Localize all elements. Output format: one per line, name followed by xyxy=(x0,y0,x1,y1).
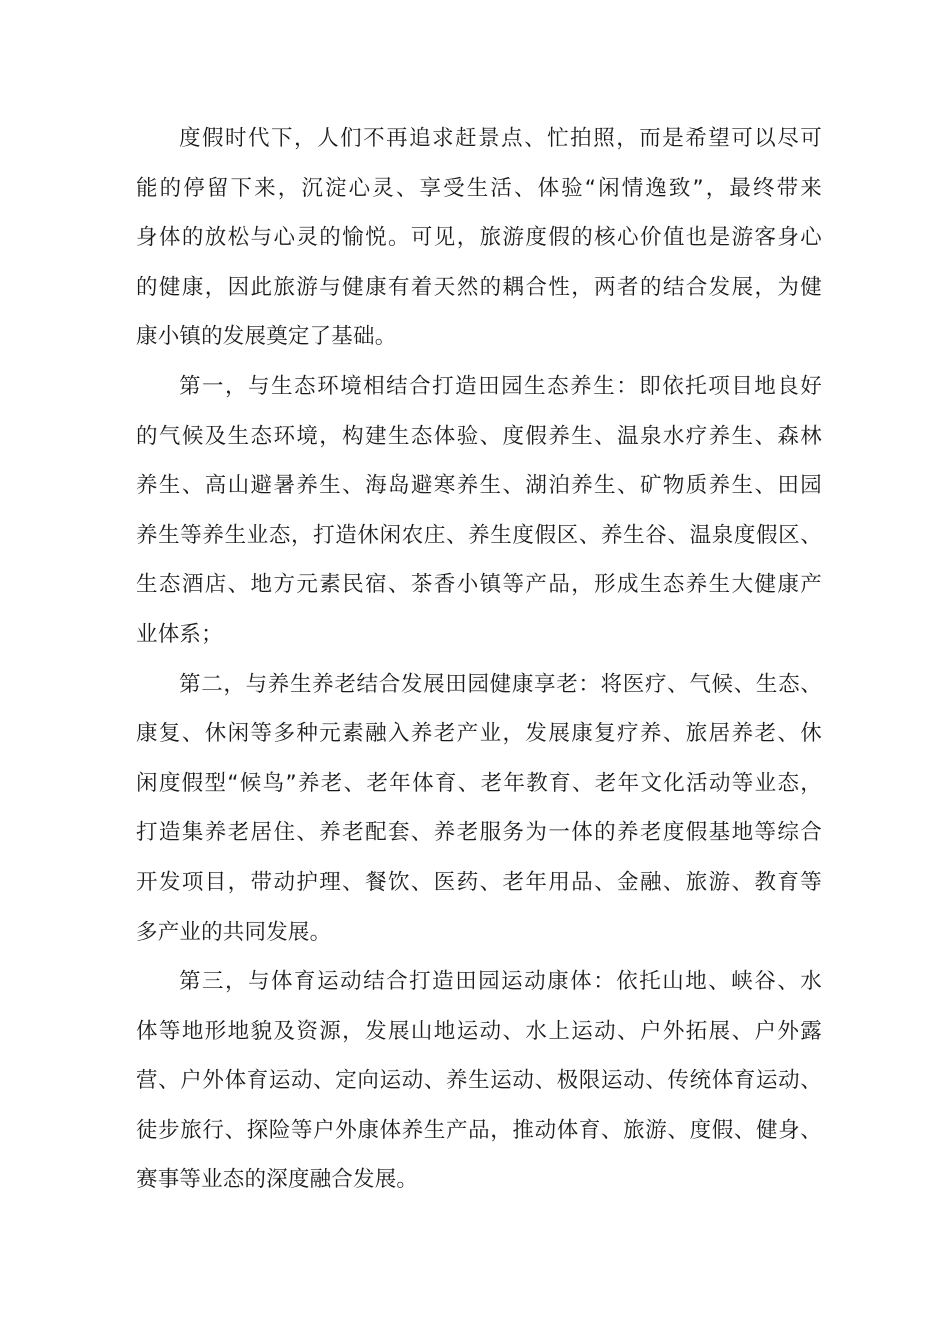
text-line: 闲度假型“候鸟”养老、老年体育、老年教育、老年文化活动等业态， xyxy=(136,770,822,796)
text-line: 能的停留下来，沉淀心灵、享受生活、体验“闲情逸致”，最终带来 xyxy=(136,175,822,201)
text-line: 业体系； xyxy=(136,621,223,647)
text-line: 营、户外体育运动、定向运动、养生运动、极限运动、传统体育运动、 xyxy=(136,1068,822,1094)
text-line: 开发项目，带动护理、餐饮、医药、老年用品、金融、旅游、教育等 xyxy=(136,869,822,895)
paragraph-intro xyxy=(136,114,822,362)
text-line: 打造集养老居住、养老配套、养老服务为一体的养老度假基地等综合 xyxy=(136,820,822,846)
paragraph-third xyxy=(136,957,822,1205)
text-line: 徒步旅行、探险等户外康体养生产品，推动体育、旅游、度假、健身、 xyxy=(136,1117,822,1143)
text-line: 多产业的共同发展。 xyxy=(136,919,332,945)
text-line: 度假时代下，人们不再追求赶景点、忙拍照，而是希望可以尽可 xyxy=(179,126,822,151)
text-line: 的气候及生态环境，构建生态体验、度假养生、温泉水疗养生、森林 xyxy=(136,423,822,449)
text-line: 体等地形地貌及资源，发展山地运动、水上运动、户外拓展、户外露 xyxy=(136,1018,822,1044)
text-line: 生态酒店、地方元素民宿、茶香小镇等产品，形成生态养生大健康产 xyxy=(136,572,822,598)
text-line: 第二，与养生养老结合发展田园健康享老：将医疗、气候、生态、 xyxy=(179,671,822,697)
paragraph-second xyxy=(136,660,822,958)
text-line: 康小镇的发展奠定了基础。 xyxy=(136,324,397,350)
text-line: 身体的放松与心灵的愉悦。可见，旅游度假的核心价值也是游客身心 xyxy=(136,225,822,251)
text-line: 养生、高山避暑养生、海岛避寒养生、湖泊养生、矿物质养生、田园 xyxy=(136,473,822,499)
text-line: 养生等养生业态，打造休闲农庄、养生度假区、养生谷、温泉度假区、 xyxy=(136,522,822,548)
text-line: 康复、休闲等多种元素融入养老产业，发展康复疗养、旅居养老、休 xyxy=(136,721,822,747)
text-line: 的健康，因此旅游与健康有着天然的耦合性，两者的结合发展，为健 xyxy=(136,274,822,300)
text-line: 赛事等业态的深度融合发展。 xyxy=(136,1167,419,1193)
text-line: 第三，与体育运动结合打造田园运动康体：依托山地、峡谷、水 xyxy=(179,969,822,995)
paragraph-first xyxy=(136,362,822,660)
document-body xyxy=(136,114,822,1205)
text-line: 第一，与生态环境相结合打造田园生态养生：即依托项目地良好 xyxy=(179,373,822,399)
